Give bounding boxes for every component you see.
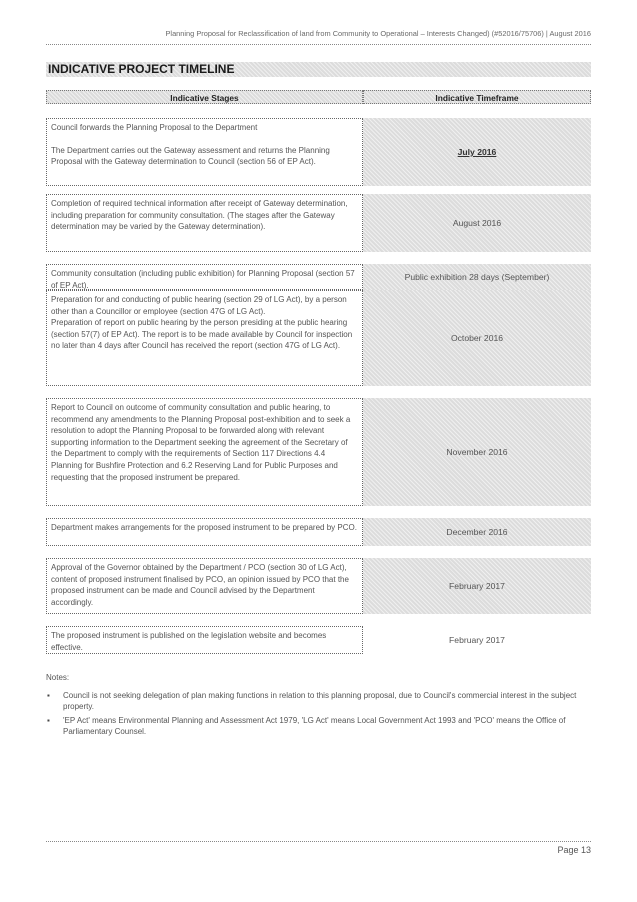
stage-text: Preparation for and conducting of public hearing (section 29 of LG Act), by a person other than a Councillor or employee (section 47G of LG Act). [51,295,347,316]
timeline-stage [46,626,363,654]
notes-section [46,672,591,740]
timeframe-text: August 2016 [452,218,502,228]
timeline-timeframe [363,558,591,614]
timeframe-text: July 2016 [457,147,497,157]
note-item: ▪ 'EP Act' means Environmental Planning and Assessment Act 1979, 'LG Act' means Local Government Act 1993 and 'PCO' means the Office of Parliamentary Counsel. [46,715,591,738]
column-header-stages: Indicative Stages [46,90,363,104]
timeframe-text: December 2016 [446,527,508,537]
page-number: Page 13 [557,845,591,855]
timeline-timeframe [363,626,591,654]
timeframe-text: Public exhibition 28 days (September) [404,272,550,282]
stage-text: Report to Council on outcome of community consultation and public hearing, to recommend any amendments to the Planning Proposal post-exhibition and to seek a resolution to adopt the Planning Proposal to be forwarded along with relevant supporting information to the Department seeking the agreement of the Secretary of the Department to comply with the requirements of Section 117 Directions 4.4 Planning for Bushfire Protection and 6.2 Reserving Land for Public Purposes and requesting that the proposed instrument be prepared. [51,403,351,482]
timeline-timeframe [363,398,591,506]
stage-text: The Department carries out the Gateway assessment and returns the Planning Proposal with the Gateway determination to Council (section 56 of EP Act). [51,145,330,167]
stage-text: Community consultation (including public exhibition) for Planning Proposal (section 57 of EP Act). [51,269,355,290]
stage-text: Completion of required technical information after receipt of Gateway determination, including preparation for community consultation. (The stages after the Gateway determination may be varied by the Gateway determination). [51,199,348,232]
timeline-stage [46,264,363,290]
timeline-stage [46,518,363,546]
footer-divider [46,841,591,842]
timeframe-text: October 2016 [450,333,504,343]
column-header-timeframe: Indicative Timeframe [363,90,591,104]
timeframe-text: November 2016 [446,447,508,457]
timeline-stage [46,398,363,506]
stage-text: Council forwards the Planning Proposal to the Department [51,123,258,132]
timeline-stage [46,194,363,252]
notes-label: Notes: [46,673,70,682]
note-item: ▪ Council is not seeking delegation of plan making functions in relation to this planning proposal, due to Council's commercial interest in the subject property. [46,690,591,713]
stage-text: Preparation of report on public hearing by the person presiding at the public hearing (section 57(7) of EP Act). The report is to be made available by Council for inspection no later than 4 days after Council has received the report (section 47G of LG Act). [51,318,353,351]
timeline-timeframe [363,264,591,290]
timeframe-text: February 2017 [449,635,505,645]
stage-text: Approval of the Governor obtained by the Department / PCO (section 30 of LG Act), content of proposed instrument finalised by PCO, an opinion issued by PCO that the proposed instrument can be made and Council advised by the Department accordingly. [51,563,349,607]
timeline-timeframe [363,118,591,186]
timeframe-text: February 2017 [449,581,505,591]
timeline-stage [46,290,363,386]
notes-list [46,690,591,738]
timeline-stage [46,558,363,614]
running-header: Planning Proposal for Reclassification of land from Community to Operational – Interests Changed) (#52016/75706) | August 2016 [165,29,591,38]
stage-text: The proposed instrument is published on the legislation website and becomes effective. [51,631,327,652]
timeline-timeframe [363,194,591,252]
timeline-timeframe [363,518,591,546]
section-title: INDICATIVE PROJECT TIMELINE [46,62,591,77]
stage-text: Department makes arrangements for the proposed instrument to be prepared by PCO. [51,523,357,532]
timeline-timeframe [363,290,591,386]
timeline-stage [46,118,363,186]
header-divider [46,44,591,45]
